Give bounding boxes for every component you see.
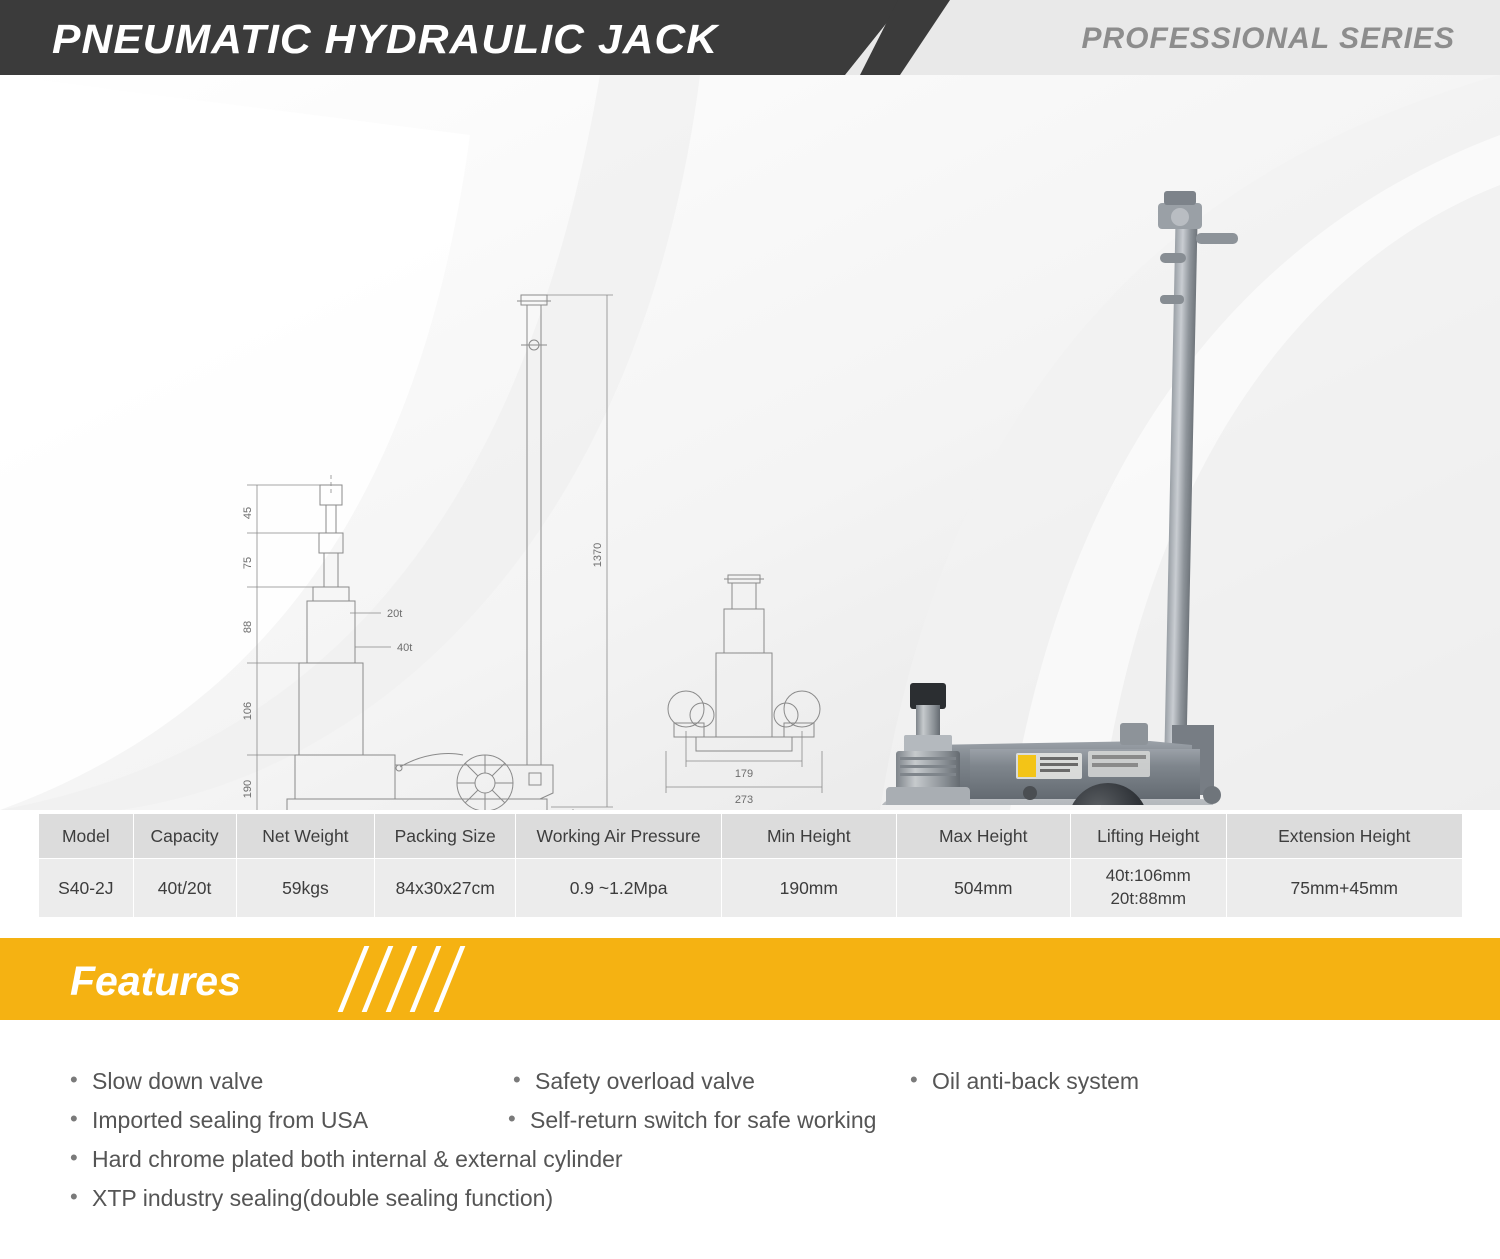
product-illustration-area	[0, 75, 1500, 810]
features-title: Features	[70, 958, 241, 1004]
product-photo	[820, 105, 1500, 805]
air-inlet-port	[1120, 723, 1148, 745]
th-net-weight: Net Weight	[236, 814, 375, 859]
th-lifting-height: Lifting Height	[1070, 814, 1226, 859]
header-subtitle: PROFESSIONAL SERIES	[1081, 22, 1455, 55]
th-capacity: Capacity	[133, 814, 236, 859]
footer-bar	[0, 1251, 1500, 1259]
dim-88: 88	[242, 620, 254, 634]
feature-item-5: • Self-return switch for safe working	[530, 1107, 876, 1134]
cell-packing-size: 84x30x27cm	[375, 859, 516, 918]
dim-190: 190	[242, 779, 254, 799]
table-row	[39, 859, 1463, 918]
table-header-row	[39, 814, 1463, 859]
feature-item-2: • Safety overload valve	[535, 1068, 755, 1095]
lifting-height-20t: 20t:88mm	[1110, 889, 1187, 908]
feature-item-3: • Oil anti-back system	[932, 1068, 1139, 1095]
cell-max-height: 504mm	[896, 859, 1070, 918]
feature-item-1: • Slow down valve	[92, 1068, 263, 1095]
feature-item-6: • Hard chrome plated both internal & external cylinder	[92, 1146, 623, 1173]
th-max-height: Max Height	[896, 814, 1070, 859]
th-working-air-pressure: Working Air Pressure	[516, 814, 722, 859]
page-title: PNEUMATIC HYDRAULIC JACK	[52, 16, 719, 62]
th-model: Model	[39, 814, 134, 859]
cell-min-height: 190mm	[722, 859, 896, 918]
lifting-height-40t: 40t:106mm	[1105, 866, 1191, 886]
cell-lifting-height	[1070, 859, 1226, 918]
release-valve-knob	[1023, 786, 1037, 800]
cell-extension-height: 75mm+45mm	[1226, 859, 1463, 918]
stage-label-40t: 40t	[397, 642, 413, 654]
handle-assembly	[1158, 191, 1238, 763]
feature-item-4: • Imported sealing from USA	[92, 1107, 368, 1134]
th-packing-size: Packing Size	[375, 814, 516, 859]
cell-working-air-pressure: 0.9 ~1.2Mpa	[516, 859, 722, 918]
dim-106: 106	[242, 701, 254, 721]
banner-slash-decoration	[345, 946, 515, 1012]
cell-model: S40-2J	[39, 859, 134, 918]
features-list	[0, 1020, 1500, 1259]
dim-273: 273	[734, 794, 754, 806]
dim-45: 45	[242, 506, 254, 520]
cell-capacity: 40t/20t	[133, 859, 236, 918]
telescopic-ram	[886, 683, 970, 805]
specification-table	[38, 813, 1463, 918]
pivot-bolt	[1203, 786, 1221, 804]
dim-179: 179	[734, 768, 754, 780]
dim-75: 75	[242, 556, 254, 570]
th-min-height: Min Height	[722, 814, 896, 859]
cell-net-weight: 59kgs	[236, 859, 375, 918]
dim-1370: 1370	[592, 542, 604, 568]
feature-item-7: • XTP industry sealing(double sealing function)	[92, 1185, 553, 1212]
stage-label-20t: 20t	[387, 608, 403, 620]
th-extension-height: Extension Height	[1226, 814, 1463, 859]
